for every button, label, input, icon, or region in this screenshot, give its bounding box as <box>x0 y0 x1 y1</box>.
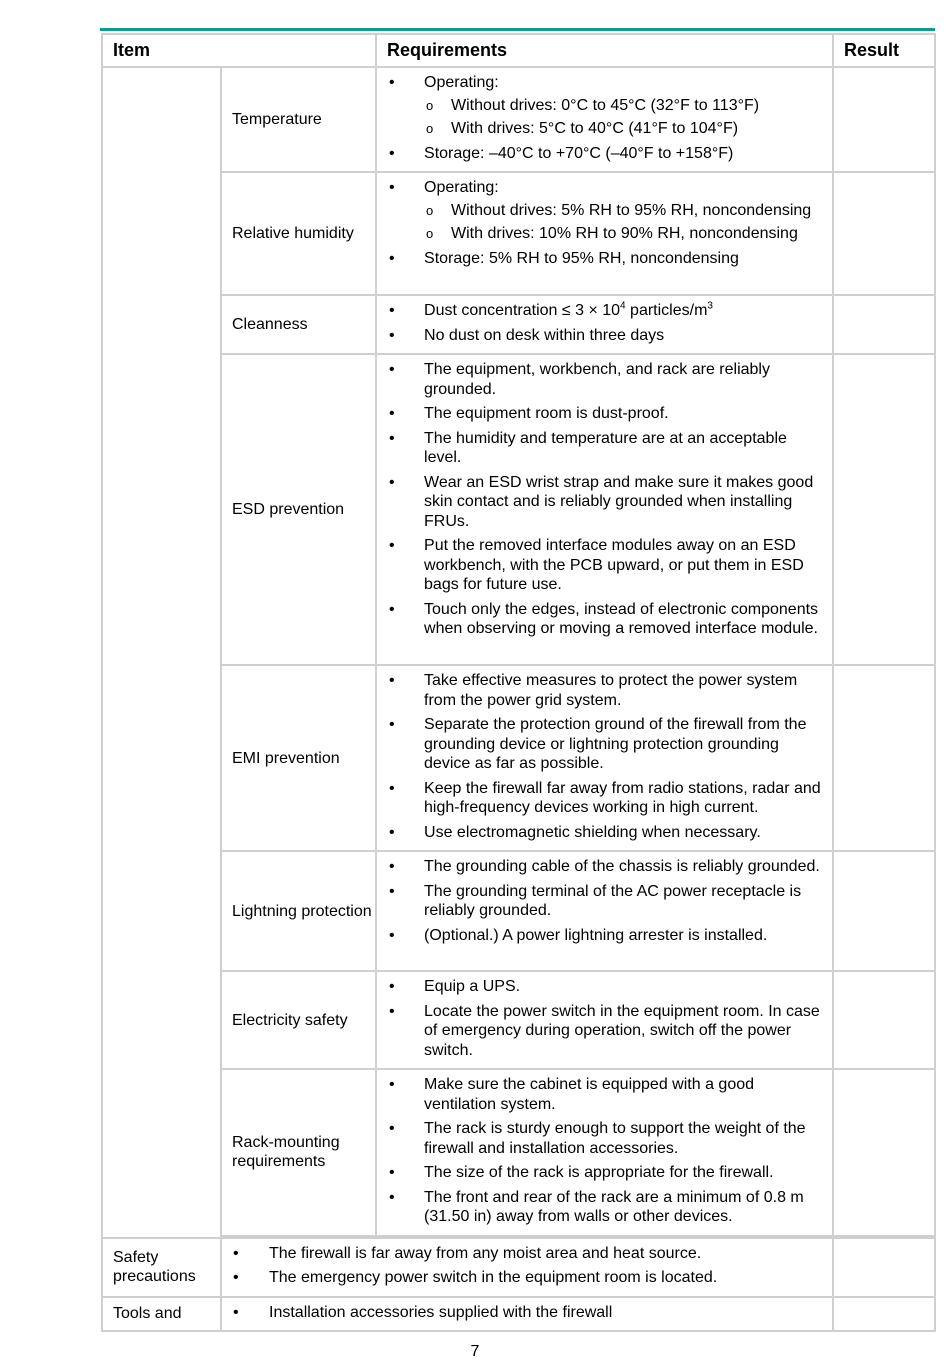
list-item: • Storage: 5% RH to 95% RH, noncondensing <box>377 249 826 269</box>
result-cell[interactable] <box>833 354 935 665</box>
requirements-cell <box>376 665 833 851</box>
list-item: • No dust on desk within three days <box>377 326 826 346</box>
result-cell[interactable] <box>833 665 935 851</box>
list-item: • Dust concentration ≤ $3 \times 10^4$ particles/$m^3$ <box>377 301 826 321</box>
sub-list-item: o With drives: 10% RH to 90% RH, noncondensing <box>424 224 826 244</box>
result-cell[interactable] <box>833 971 935 1069</box>
result-cell[interactable] <box>833 1297 935 1332</box>
list-item: • Operating: o Without drives: 0°C to 45°C (32°F to 113°F) o With drives: 5°C to 40°C (41°F to 104°F) <box>377 73 826 139</box>
requirements-cell <box>376 172 833 295</box>
list-item: • The emergency power switch in the equipment room is located. <box>222 1268 826 1288</box>
requirements-cell <box>376 295 833 354</box>
list-item: • Keep the firewall far away from radio stations, radar and high-frequency devices working in high current. <box>377 779 826 818</box>
header-item: Item <box>102 34 376 67</box>
requirements-cell <box>221 1238 833 1297</box>
list-item: • Make sure the cabinet is equipped with a good ventilation system. <box>377 1075 826 1114</box>
list-item: • Operating: o Without drives: 5% RH to 95% RH, noncondensing o With drives: 10% RH to 90% RH, noncondensing <box>377 178 826 244</box>
item-label: Electricity safety <box>221 971 376 1069</box>
requirements-cell <box>376 1069 833 1236</box>
sub-list-item: o Without drives: 0°C to 45°C (32°F to 113°F) <box>424 96 826 116</box>
result-cell[interactable] <box>833 67 935 172</box>
requirements-cell <box>376 851 833 971</box>
group-item-cell <box>102 67 221 1238</box>
list-item: • Storage: –40°C to +70°C (–40°F to +158°F) <box>377 144 826 164</box>
item-label: Tools and <box>102 1297 221 1332</box>
list-item: • The humidity and temperature are at an acceptable level. <box>377 429 826 468</box>
item-label: Cleanness <box>221 295 376 354</box>
list-item: • Touch only the edges, instead of electronic components when observing or moving a removed interface module. <box>377 600 826 639</box>
list-item: • Locate the power switch in the equipment room. In case of emergency during operation, switch off the power switch. <box>377 1002 826 1061</box>
item-label: Lightning protection <box>221 851 376 971</box>
item-label: Rack-mounting requirements <box>221 1069 376 1236</box>
list-item: • Separate the protection ground of the firewall from the grounding device or lightning protection grounding device as far as possible. <box>377 715 826 774</box>
list-item: • The grounding cable of the chassis is reliably grounded. <box>377 857 826 877</box>
result-cell[interactable] <box>833 295 935 354</box>
table-row <box>102 1238 935 1297</box>
result-cell[interactable] <box>833 1069 935 1236</box>
table-row <box>102 665 935 851</box>
table-row <box>102 172 935 295</box>
list-item: • Equip a UPS. <box>377 977 826 997</box>
sub-list-item: o With drives: 5°C to 40°C (41°F to 104°F) <box>424 119 826 139</box>
list-item: • The equipment room is dust-proof. <box>377 404 826 424</box>
list-item: • Put the removed interface modules away on an ESD workbench, with the PCB upward, or put them in ESD bags for future use. <box>377 536 826 595</box>
header-rule <box>100 28 935 31</box>
item-label: Relative humidity <box>221 172 376 295</box>
sub-list-item: o Without drives: 5% RH to 95% RH, noncondensing <box>424 201 826 221</box>
list-item: • Installation accessories supplied with the firewall <box>222 1303 826 1323</box>
table-header-row <box>102 34 935 67</box>
list-item: • The size of the rack is appropriate for the firewall. <box>377 1163 826 1183</box>
list-item: • The grounding terminal of the AC power receptacle is reliably grounded. <box>377 882 826 921</box>
table-row <box>102 971 935 1069</box>
table-row <box>102 295 935 354</box>
list-item: • The rack is sturdy enough to support the weight of the firewall and installation accessories. <box>377 1119 826 1158</box>
result-cell[interactable] <box>833 1238 935 1297</box>
item-label: Safety precautions <box>102 1238 221 1297</box>
requirements-cell <box>221 1297 833 1332</box>
list-item: • The equipment, workbench, and rack are reliably grounded. <box>377 360 826 399</box>
page-number: 7 <box>470 1343 480 1360</box>
result-cell[interactable] <box>833 172 935 295</box>
requirements-cell <box>376 67 833 172</box>
list-item: • (Optional.) A power lightning arrester is installed. <box>377 926 826 946</box>
table-row <box>102 851 935 971</box>
table-row <box>102 354 935 665</box>
list-item: • Wear an ESD wrist strap and make sure it makes good skin contact and is reliably grounded when installing FRUs. <box>377 473 826 532</box>
table-row <box>102 1069 935 1236</box>
requirements-cell <box>376 971 833 1069</box>
result-cell[interactable] <box>833 851 935 971</box>
list-item: • Take effective measures to protect the power system from the power grid system. <box>377 671 826 710</box>
item-label: EMI prevention <box>221 665 376 851</box>
item-label: Temperature <box>221 67 376 172</box>
table-row <box>102 67 935 172</box>
header-requirements: Requirements <box>376 34 833 67</box>
requirements-cell <box>376 354 833 665</box>
checklist-table <box>101 33 936 1332</box>
header-result: Result <box>833 34 935 67</box>
list-item: • The front and rear of the rack are a minimum of 0.8 m (31.50 in) away from walls or other devices. <box>377 1188 826 1227</box>
list-item: • The firewall is far away from any moist area and heat source. <box>222 1244 826 1264</box>
list-item: • Use electromagnetic shielding when necessary. <box>377 823 826 843</box>
table-row <box>102 1297 935 1332</box>
item-label: ESD prevention <box>221 354 376 665</box>
